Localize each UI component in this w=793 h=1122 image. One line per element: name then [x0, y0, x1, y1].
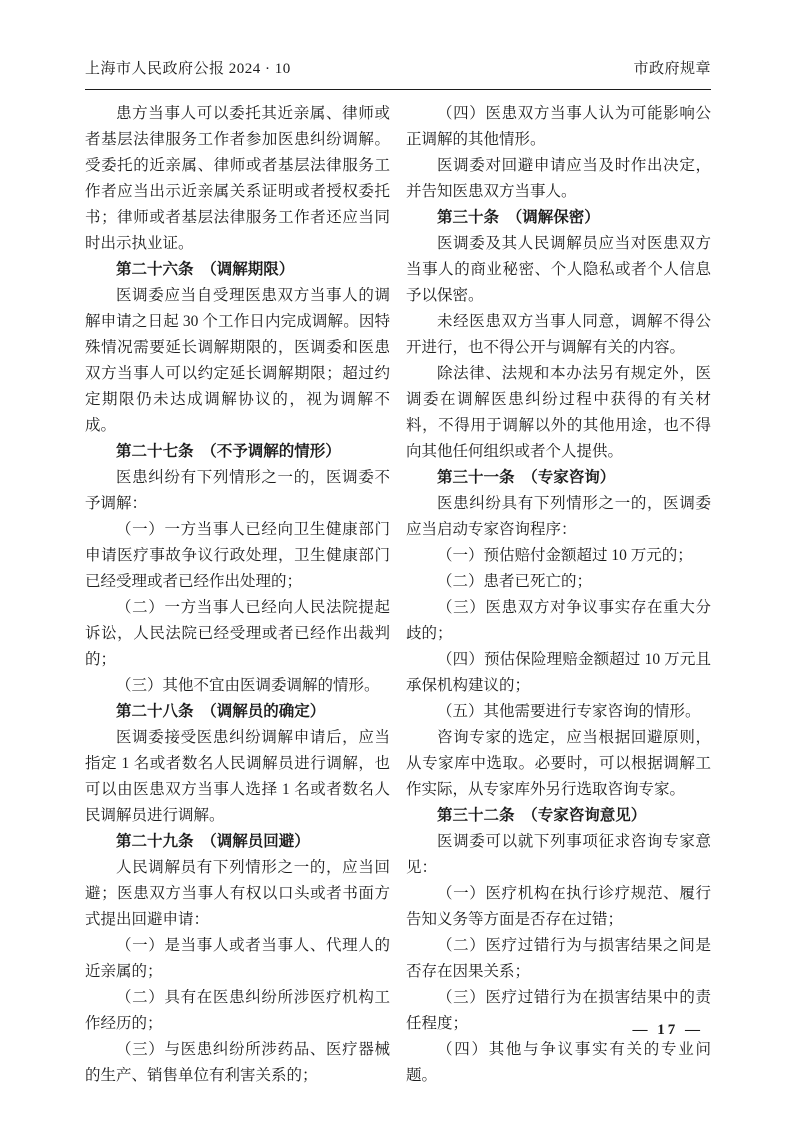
left-column — [85, 101, 390, 1089]
header-divider — [85, 89, 711, 90]
paragraph: 医调委接受医患纠纷调解申请后，应当指定 1 名或者数名人民调解员进行调解，也可以由医患双方当事人选择 1 名或者数名人民调解员进行调解。 — [85, 729, 390, 824]
paragraph: 医患纠纷具有下列情形之一的，医调委应当启动专家咨询程序： — [406, 495, 711, 538]
paragraph: （三）医患双方对争议事实存在重大分歧的； — [406, 599, 711, 642]
paragraph: 患方当事人可以委托其近亲属、律师或者基层法律服务工作者参加医患纠纷调解。受委托的近亲属、律师或者基层法律服务工作者应当出示近亲属关系证明或者授权委托书；律师或者基层法律服务工作者还应当同时出示执业证。 — [85, 105, 390, 252]
article-heading: 第二十七条 （不予调解的情形） — [116, 443, 341, 460]
paragraph: （三）与医患纠纷所涉药品、医疗器械的生产、销售单位有利害关系的； — [85, 1041, 390, 1084]
paragraph: 医调委应当自受理医患双方当事人的调解申请之日起 30 个工作日内完成调解。因特殊情况需要延长调解期限的，医调委和医患双方当事人可以约定延长调解期限；超过约定期限仍未达成调解协议的，视为调解不成。 — [85, 287, 390, 434]
paragraph: 未经医患双方当事人同意，调解不得公开进行，也不得公开与调解有关的内容。 — [406, 313, 711, 356]
paragraph: （五）其他需要进行专家咨询的情形。 — [437, 703, 701, 720]
section-label: 市政府规章 — [633, 61, 711, 77]
paragraph: （三）其他不宜由医调委调解的情形。 — [116, 677, 380, 694]
paragraph: （一）一方当事人已经向卫生健康部门申请医疗事故争议行政处理，卫生健康部门已经受理或者已经作出处理的； — [85, 521, 390, 590]
paragraph: （二）具有在医患纠纷所涉医疗机构工作经历的； — [85, 989, 390, 1032]
article-heading: 第二十六条 （调解期限） — [116, 261, 295, 278]
paragraph: 医调委及其人民调解员应当对医患双方当事人的商业秘密、个人隐私或者个人信息予以保密。 — [406, 235, 711, 304]
article-heading: 第三十条 （调解保密） — [437, 209, 600, 226]
paragraph: （二）医疗过错行为与损害结果之间是否存在因果关系； — [406, 937, 711, 980]
paragraph: （四）其他与争议事实有关的专业问题。 — [406, 1041, 711, 1084]
paragraph: 医调委对回避申请应当及时作出决定，并告知医患双方当事人。 — [406, 157, 711, 200]
paragraph: （四）预估保险理赔金额超过 10 万元且承保机构建议的； — [406, 651, 711, 694]
article-heading: 第三十一条 （专家咨询） — [437, 469, 616, 486]
paragraph: 除法律、法规和本办法另有规定外，医调委在调解医患纠纷过程中获得的有关材料，不得用于调解以外的其他用途，也不得向其他任何组织或者个人提供。 — [406, 365, 711, 460]
paragraph: （四）医患双方当事人认为可能影响公正调解的其他情形。 — [406, 105, 711, 148]
paragraph: 医患纠纷有下列情形之一的，医调委不予调解： — [85, 469, 390, 512]
document-body — [85, 101, 711, 1089]
right-column — [406, 101, 711, 1089]
gazette-title: 上海市人民政府公报 2024 · 10 — [85, 61, 291, 77]
paragraph: （一）是当事人或者当事人、代理人的近亲属的； — [85, 937, 390, 980]
paragraph: （一）医疗机构在执行诊疗规范、履行告知义务等方面是否存在过错； — [406, 885, 711, 928]
paragraph: 医调委可以就下列事项征求咨询专家意见： — [406, 833, 711, 876]
paragraph: （一）预估赔付金额超过 10 万元的； — [437, 547, 693, 564]
page-header — [85, 57, 711, 78]
paragraph: 咨询专家的选定，应当根据回避原则，从专家库中选取。必要时，可以根据调解工作实际，从专家库外另行选取咨询专家。 — [406, 729, 711, 798]
paragraph: （二）患者已死亡的； — [437, 573, 593, 590]
article-heading: 第三十二条 （专家咨询意见） — [437, 807, 647, 824]
article-heading: 第二十九条 （调解员回避） — [116, 833, 310, 850]
paragraph: （三）医疗过错行为在损害结果中的责任程度； — [406, 989, 711, 1032]
article-heading: 第二十八条 （调解员的确定） — [116, 703, 326, 720]
page-number: — 17 — — [632, 1022, 703, 1038]
paragraph: 人民调解员有下列情形之一的，应当回避；医患双方当事人有权以口头或者书面方式提出回避申请： — [85, 859, 390, 928]
paragraph: （二）一方当事人已经向人民法院提起诉讼，人民法院已经受理或者已经作出裁判的； — [85, 599, 390, 668]
